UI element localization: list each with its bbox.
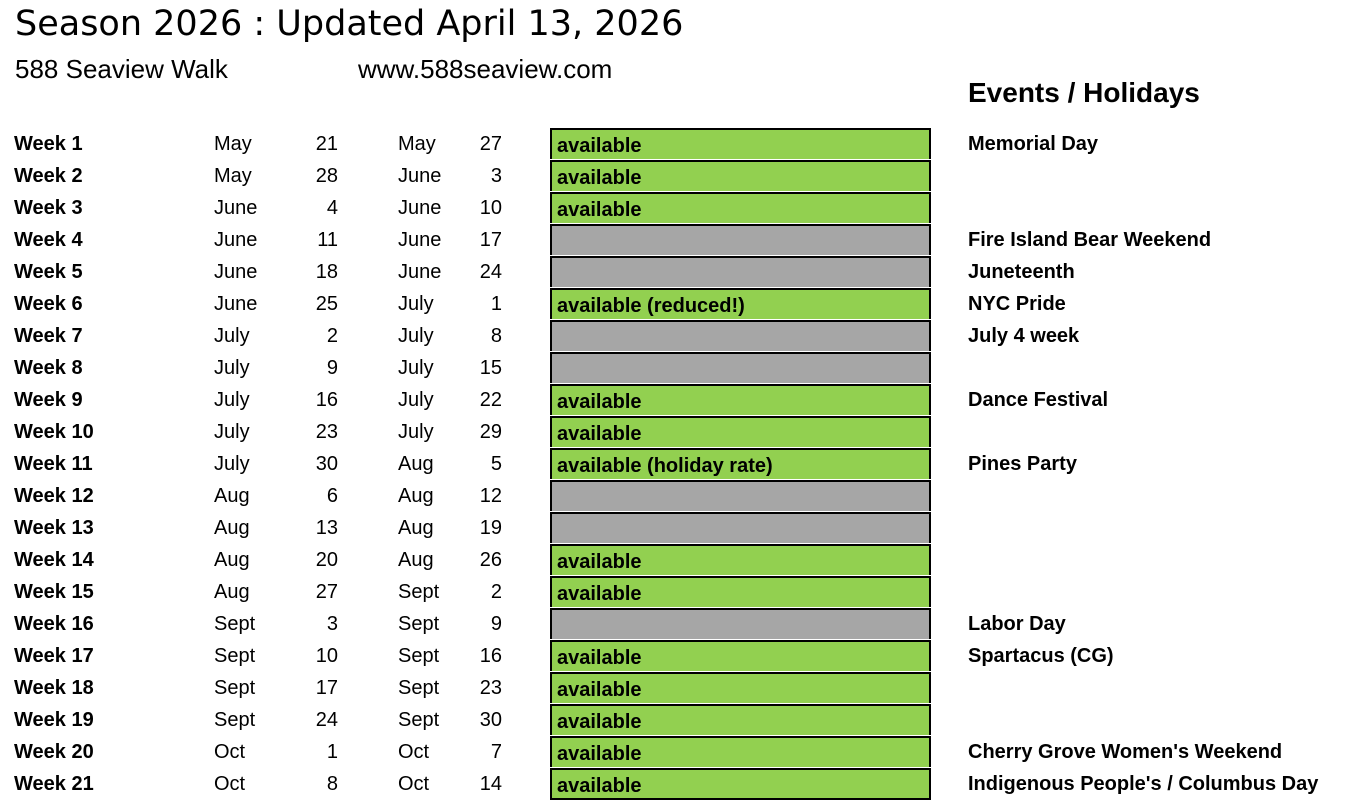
table-row <box>0 384 1358 416</box>
start-month: June <box>214 261 258 283</box>
end-day: 26 <box>479 549 502 571</box>
start-month: Oct <box>214 741 246 763</box>
event-label: Cherry Grove Women's Weekend <box>968 741 1283 763</box>
start-day: 1 <box>326 741 338 763</box>
table-row <box>0 448 1358 480</box>
start-month: July <box>214 325 250 347</box>
availability-status: available <box>550 704 931 735</box>
table-row <box>0 576 1358 608</box>
start-month: Sept <box>214 613 256 635</box>
availability-status: available <box>550 128 931 159</box>
end-month: July <box>398 389 434 411</box>
event-label: NYC Pride <box>968 293 1066 315</box>
availability-status: available <box>550 736 931 767</box>
start-day: 23 <box>315 421 338 443</box>
availability-status: available <box>550 544 931 575</box>
event-label: Labor Day <box>968 613 1066 635</box>
start-day: 9 <box>326 357 338 379</box>
start-day: 24 <box>315 709 338 731</box>
start-month: May <box>214 133 252 155</box>
end-month: May <box>398 133 436 155</box>
end-month: Oct <box>398 741 430 763</box>
end-day: 24 <box>479 261 502 283</box>
end-day: 22 <box>479 389 502 411</box>
table-row <box>0 352 1358 384</box>
start-day: 4 <box>326 197 338 219</box>
week-label: Week 5 <box>14 261 83 283</box>
event-label: July 4 week <box>968 325 1080 347</box>
table-row <box>0 416 1358 448</box>
availability-status: available <box>550 384 931 415</box>
start-month: July <box>214 389 250 411</box>
availability-status: available (holiday rate) <box>550 448 931 479</box>
event-label: Indigenous People's / Columbus Day <box>968 773 1319 795</box>
end-month: June <box>398 197 442 219</box>
table-row <box>0 256 1358 288</box>
availability-status: available <box>550 192 931 223</box>
availability-status <box>550 608 931 639</box>
week-label: Week 13 <box>14 517 94 539</box>
start-month: June <box>214 229 258 251</box>
end-month: July <box>398 325 434 347</box>
availability-status <box>550 352 931 383</box>
availability-status: available <box>550 640 931 671</box>
table-row <box>0 320 1358 352</box>
end-day: 3 <box>490 165 502 187</box>
page-title: Season 2026 : Updated April 13, 2026 <box>15 4 684 44</box>
end-day: 19 <box>479 517 502 539</box>
start-day: 20 <box>315 549 338 571</box>
table-row <box>0 640 1358 672</box>
events-column-heading: Events / Holidays <box>968 77 1200 108</box>
availability-status <box>550 320 931 351</box>
week-label: Week 20 <box>14 741 94 763</box>
start-day: 25 <box>315 293 338 315</box>
end-month: Sept <box>398 709 440 731</box>
end-month: June <box>398 229 442 251</box>
end-day: 12 <box>479 485 502 507</box>
event-label: Memorial Day <box>968 133 1099 155</box>
property-address: 588 Seaview Walk <box>15 54 228 84</box>
start-day: 17 <box>315 677 338 699</box>
table-row <box>0 544 1358 576</box>
start-day: 18 <box>315 261 338 283</box>
end-day: 10 <box>479 197 502 219</box>
start-month: July <box>214 453 250 475</box>
availability-status: available <box>550 416 931 447</box>
end-month: Aug <box>398 453 434 475</box>
end-day: 17 <box>479 229 502 251</box>
table-row <box>0 608 1358 640</box>
availability-status: available <box>550 768 931 800</box>
event-label: Spartacus (CG) <box>968 645 1114 667</box>
end-day: 14 <box>479 773 502 795</box>
table-row <box>0 512 1358 544</box>
week-label: Week 8 <box>14 357 83 379</box>
end-day: 1 <box>490 293 502 315</box>
week-label: Week 7 <box>14 325 83 347</box>
week-label: Week 19 <box>14 709 94 731</box>
table-row <box>0 736 1358 768</box>
week-label: Week 21 <box>14 773 94 795</box>
start-day: 8 <box>326 773 338 795</box>
start-day: 13 <box>315 517 338 539</box>
table-row <box>0 224 1358 256</box>
table-row <box>0 288 1358 320</box>
start-day: 27 <box>315 581 338 603</box>
week-label: Week 10 <box>14 421 94 443</box>
end-day: 15 <box>479 357 502 379</box>
event-label: Juneteenth <box>968 261 1075 283</box>
end-day: 29 <box>479 421 502 443</box>
start-month: June <box>214 293 258 315</box>
week-label: Week 17 <box>14 645 94 667</box>
start-day: 28 <box>315 165 338 187</box>
start-day: 21 <box>315 133 338 155</box>
end-day: 7 <box>490 741 502 763</box>
end-month: Aug <box>398 485 434 507</box>
start-day: 3 <box>326 613 338 635</box>
week-label: Week 6 <box>14 293 83 315</box>
start-day: 16 <box>315 389 338 411</box>
start-month: Oct <box>214 773 246 795</box>
end-day: 16 <box>479 645 502 667</box>
end-month: July <box>398 293 434 315</box>
week-label: Week 11 <box>14 453 93 475</box>
end-day: 9 <box>490 613 502 635</box>
week-label: Week 3 <box>14 197 83 219</box>
start-month: Aug <box>214 485 250 507</box>
start-month: Aug <box>214 517 250 539</box>
start-month: Sept <box>214 677 256 699</box>
availability-status <box>550 224 931 255</box>
start-day: 2 <box>326 325 338 347</box>
end-month: Sept <box>398 645 440 667</box>
table-row <box>0 128 1358 160</box>
week-label: Week 12 <box>14 485 94 507</box>
availability-status: available <box>550 672 931 703</box>
week-label: Week 14 <box>14 549 94 571</box>
end-day: 2 <box>490 581 502 603</box>
week-label: Week 1 <box>14 133 83 155</box>
end-month: Aug <box>398 517 434 539</box>
event-label: Dance Festival <box>968 389 1109 411</box>
week-label: Week 4 <box>14 229 83 251</box>
week-label: Week 16 <box>14 613 94 635</box>
start-day: 30 <box>315 453 338 475</box>
end-day: 8 <box>490 325 502 347</box>
table-row <box>0 160 1358 192</box>
availability-status: available <box>550 576 931 607</box>
start-month: July <box>214 357 250 379</box>
start-month: July <box>214 421 250 443</box>
week-label: Week 2 <box>14 165 83 187</box>
start-month: Sept <box>214 645 256 667</box>
start-month: Aug <box>214 581 250 603</box>
end-month: Sept <box>398 613 440 635</box>
table-row <box>0 480 1358 512</box>
end-month: June <box>398 165 442 187</box>
availability-status <box>550 480 931 511</box>
schedule-table <box>0 128 1358 800</box>
table-row <box>0 192 1358 224</box>
start-month: May <box>214 165 252 187</box>
availability-status <box>550 512 931 543</box>
end-day: 27 <box>479 133 502 155</box>
end-month: Sept <box>398 677 440 699</box>
week-label: Week 9 <box>14 389 83 411</box>
availability-status: available <box>550 160 931 191</box>
start-day: 6 <box>326 485 338 507</box>
end-month: July <box>398 357 434 379</box>
end-day: 30 <box>479 709 502 731</box>
table-row <box>0 704 1358 736</box>
end-month: July <box>398 421 434 443</box>
availability-status: available (reduced!) <box>550 288 931 319</box>
week-label: Week 15 <box>14 581 94 603</box>
start-day: 10 <box>315 645 338 667</box>
availability-status <box>550 256 931 287</box>
end-month: Sept <box>398 581 440 603</box>
table-row <box>0 768 1358 800</box>
week-label: Week 18 <box>14 677 94 699</box>
end-month: Aug <box>398 549 434 571</box>
end-month: Oct <box>398 773 430 795</box>
start-month: June <box>214 197 258 219</box>
start-month: Sept <box>214 709 256 731</box>
table-row <box>0 672 1358 704</box>
event-label: Pines Party <box>968 453 1077 475</box>
end-day: 5 <box>490 453 502 475</box>
end-day: 23 <box>479 677 502 699</box>
end-month: June <box>398 261 442 283</box>
start-day: 11 <box>317 229 338 251</box>
event-label: Fire Island Bear Weekend <box>968 229 1212 251</box>
website-link[interactable]: www.588seaview.com <box>358 54 613 84</box>
start-month: Aug <box>214 549 250 571</box>
